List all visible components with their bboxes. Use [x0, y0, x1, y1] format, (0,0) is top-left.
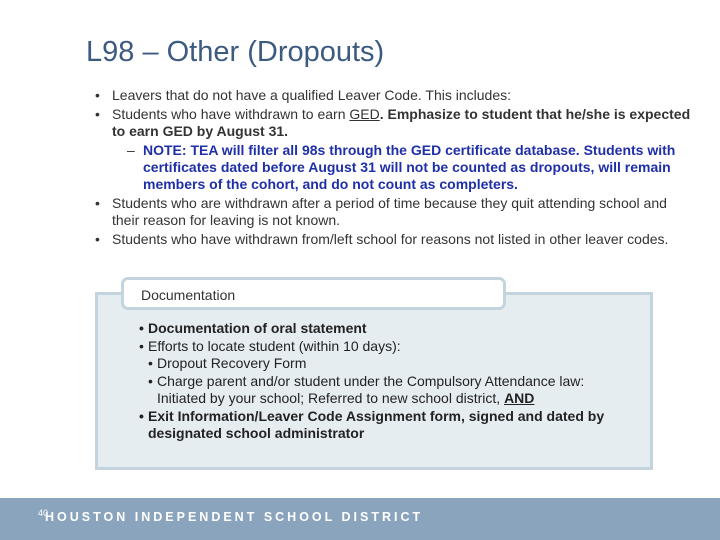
bullet-other-reasons: [95, 231, 695, 248]
doc-item-text: Exit Information/Leaver Code Assignment form, signed and dated by designated school administrator: [148, 407, 605, 441]
documentation-header: Documentation: [121, 277, 506, 310]
bullet-text: Students who have withdrawn to earn: [112, 106, 350, 122]
ged-term: GED: [349, 106, 380, 122]
doc-item-locate-efforts: [139, 338, 619, 356]
bullet-list: [95, 87, 695, 250]
bullet-text: Leavers that do not have a qualified Leaver Code. This includes:: [112, 87, 511, 103]
bullet-leavers: [95, 87, 695, 104]
bullet-emphasis: . Emphasize to student that he/she is expected to earn GED by August 31.: [112, 106, 691, 139]
bullet-text: Students who are withdrawn after a period of time because they quit attending school and their reason for leaving is not known.: [112, 195, 667, 228]
bullet-text: Students who have withdrawn from/left school for reasons not listed in other leaver codes.: [112, 231, 669, 247]
bullet-dot: •: [148, 355, 153, 371]
note-subbullet: [95, 142, 695, 193]
bullet-dot: •: [139, 320, 144, 336]
doc-item-text: Efforts to locate student (within 10 days):: [148, 337, 401, 354]
documentation-list: [139, 320, 619, 443]
doc-subitem-charge-parent: [139, 373, 619, 408]
footer-bar: [0, 498, 720, 540]
note-text: NOTE: TEA will filter all 98s through the GED certificate database. Students with certificates dated before August 31 will not be counted as dropouts, will remain members of the cohort, and do not count as completers.: [143, 142, 676, 192]
bullet-dot: •: [148, 372, 153, 389]
bullet-ged: [95, 106, 695, 140]
dash-marker: –: [127, 142, 135, 158]
slide-title: L98 – Other (Dropouts): [86, 36, 385, 68]
bullet-dot: •: [139, 407, 144, 424]
bullet-dot: •: [139, 337, 144, 354]
district-name: HOUSTON INDEPENDENT SCHOOL DISTRICT: [45, 510, 424, 524]
bullet-dot: •: [95, 195, 100, 211]
page-number: 40: [38, 508, 49, 518]
bullet-dot: •: [95, 231, 100, 247]
bullet-dot: •: [95, 87, 100, 103]
doc-subitem-text: Charge parent and/or student under the Compulsory Attendance law: Initiated by your school; Referred to new school district,: [157, 372, 585, 406]
doc-item-text: Documentation of oral statement: [148, 320, 367, 336]
doc-subitem-recovery-form: [139, 355, 619, 373]
and-emphasis: AND: [504, 390, 535, 406]
doc-item-oral-statement: [139, 320, 619, 338]
bullet-dot: •: [95, 106, 100, 122]
bullet-quit-attending: [95, 195, 695, 229]
doc-subitem-text: Dropout Recovery Form: [157, 355, 307, 371]
doc-item-exit-form: [139, 408, 619, 443]
